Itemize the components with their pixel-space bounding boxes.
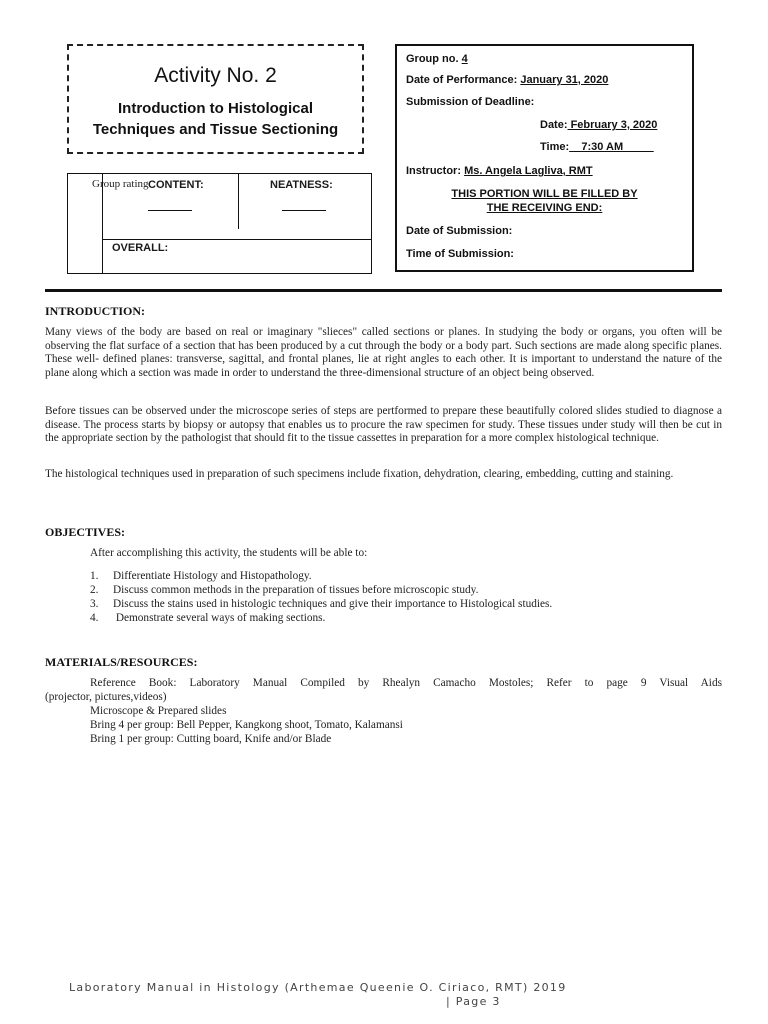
rating-divider-middle [238, 174, 239, 229]
neatness-score-blank [282, 210, 326, 211]
introduction-paragraph-2: Before tissues can be observed under the microscope series of steps are pertformed to prepare these beautifully colored slides studied to diagnose a disease. The process starts by biopsy or autopsy that enables us to procure the raw specimen for study. These tissues under study will then be cut in the appropriate section by the pathologist that should fit to the tissue cassettes in preparation for a more complex histological technique. [45, 405, 722, 445]
deadline-time-row [540, 141, 654, 153]
objectives-intro: After accomplishing this activity, the students will be able to: [90, 547, 368, 559]
deadline-time-value: 7:30 AM [569, 141, 654, 153]
objective-item: Demonstrate several ways of making sections. [113, 612, 326, 624]
materials-item: Bring 1 per group: Cutting board, Knife and/or Blade [90, 733, 332, 745]
rating-divider-horizontal [102, 239, 371, 240]
subtitle-line-1: Introduction to Histological [118, 100, 313, 117]
instructor-row [406, 165, 593, 177]
objective-number: 3. [90, 598, 99, 610]
deadline-date-value: February 3, 2020 [567, 119, 658, 131]
group-rating-label: Group rating [92, 178, 149, 190]
group-row [406, 53, 468, 65]
date-performance-row [406, 74, 608, 86]
reference-book-continuation: (projector, pictures,videos) [45, 691, 167, 703]
materials-heading: MATERIALS/RESOURCES: [45, 655, 198, 669]
rating-box [67, 173, 372, 274]
activity-subtitle [69, 98, 362, 140]
deadline-time-label: Time: [540, 141, 570, 153]
objective-item: Differentiate Histology and Histopathology. [113, 570, 312, 582]
group-label: Group no. [406, 53, 459, 65]
materials-item: Bring 4 per group: Bell Pepper, Kangkong shoot, Tomato, Kalamansi [90, 719, 403, 731]
submission-info-box [395, 44, 694, 272]
neatness-label: NEATNESS: [270, 179, 333, 191]
overall-label: OVERALL: [112, 242, 169, 254]
page-footer [69, 981, 609, 1008]
footer-page-number: | Page 3 [446, 995, 501, 1008]
objective-number: 4. [90, 612, 99, 624]
receiving-end-notice: THIS PORTION WILL BE FILLED BY THE RECEIVING END: [451, 188, 638, 214]
footer-manual-title: Laboratory Manual in Histology (Arthemae Queenie O. Ciriaco, RMT) 2019 [69, 981, 567, 994]
deadline-date-row [540, 119, 657, 131]
activity-title-box [67, 44, 364, 154]
content-label: CONTENT: [148, 179, 204, 191]
objective-number: 2. [90, 584, 99, 596]
date-performance-value: January 31, 2020 [520, 74, 609, 86]
instructor-value: Ms. Angela Lagliva, RMT [464, 165, 593, 177]
activity-title: Activity No. 2 [154, 64, 277, 87]
date-performance-label: Date of Performance: [406, 74, 518, 86]
objective-number: 1. [90, 570, 99, 582]
subtitle-line-2: Techniques and Tissue Sectioning [92, 121, 339, 138]
objectives-heading: OBJECTIVES: [45, 525, 126, 539]
instructor-label: Instructor: [406, 165, 461, 177]
time-submission-label: Time of Submission: [406, 248, 514, 260]
submission-deadline-label: Submission of Deadline: [406, 96, 535, 108]
group-value: 4 [461, 53, 468, 65]
content-score-blank [148, 210, 192, 211]
objective-item: Discuss the stains used in histologic techniques and give their importance to Histological studies. [113, 598, 553, 610]
date-submission-label: Date of Submission: [406, 225, 513, 237]
deadline-date-label: Date: [540, 119, 568, 131]
objective-item: Discuss common methods in the preparation of tissues before microscopic study. [113, 584, 479, 596]
introduction-paragraph-3: The histological techniques used in preparation of such specimens include fixation, dehydration, clearing, embedding, cutting and staining. [45, 468, 674, 480]
materials-item: Microscope & Prepared slides [90, 705, 227, 717]
introduction-paragraph-1: Many views of the body are based on real or imaginary "slieces" called sections or planes. In studying the body or organs, you often will be observing the flat surface of a section that has been produced by a cut through the body or a body part. Such sections are made along specific planes. These well- defined planes: transverse, sagittal, and frontal planes, lie at right angles to each other. It is important to understand the nature of the plane along which a section was made in order to understand the three-dimensional structure of an object being observed. [45, 326, 722, 379]
header-divider [45, 289, 722, 292]
introduction-heading: INTRODUCTION: [45, 304, 146, 318]
reference-book-line: Reference Book: Laboratory Manual Compiled by Rhealyn Camacho Mostoles; Refer to page 9 Visual Aids [90, 677, 722, 689]
